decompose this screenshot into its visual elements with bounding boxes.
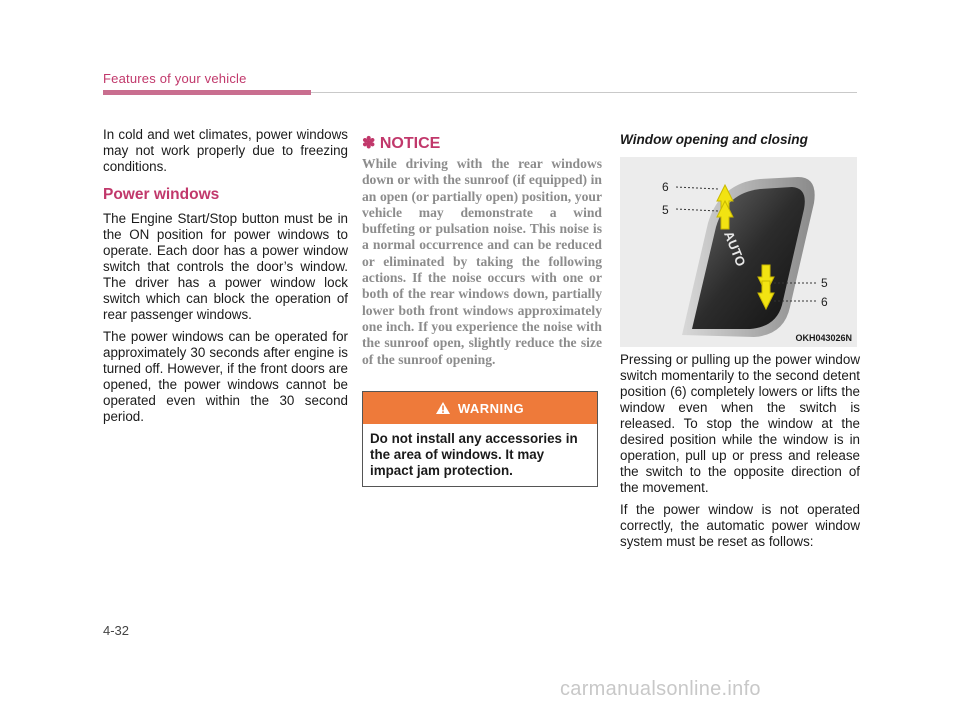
figure-code: OKH043026N [795,333,852,343]
notice-body: While driving with the rear windows down or with the sunroof (if equipped) in an open (or partially open) position, your vehicle may demonstrate a wind buffeting or pulsation noise. This noise is a normal occurrence and can be reduced or eliminated by taking the following actions. If the noise occurs with one or both of the rear windows down, partially lower both front windows approximately one inch. If you experience the noise with the sunroof open, slightly reduce the size of the sunroof opening. [362,156,602,367]
header-accent-bar [103,90,311,95]
paragraph-30-seconds: The power windows can be operated for approximately 30 seconds after engine is turned off. However, if the front doors are opened, the power windows cannot be operated even within the 30 second period. [103,329,348,424]
column-left [103,127,348,431]
header-rule [311,92,857,93]
paragraph-auto-operation: Pressing or pulling up the power window switch momentarily to the second detent position (6) completely lowers or lifts the window even when the switch is released. To stop the window at the desired position while the window is in operation, pull up or press and release the switch to the opposite direction of the movement. [620,352,860,495]
heading-window-opening: Window opening and closing [620,132,808,147]
label-down-first-detent: 5 [821,276,828,290]
warning-header [363,392,597,424]
notice-title: ✽ NOTICE [362,135,441,152]
paragraph-power-windows: The Engine Start/Stop button must be in the ON position for power windows to operate. Each door has a power window switch that controls the door’s window. The driver has a power window lock switch which can block the operation of rear passenger windows. [103,211,348,322]
window-switch-figure [620,157,857,347]
heading-power-windows: Power windows [103,186,220,203]
window-switch-illustration [620,157,857,347]
section-header: Features of your vehicle [103,71,247,86]
page-number: 4-32 [103,623,130,638]
label-up-second-detent: 6 [662,180,669,194]
warning-box [362,391,598,487]
right-text-block [620,352,860,556]
warning-label: WARNING [457,400,525,416]
watermark: carmanualsonline.info [560,678,761,700]
paragraph-reset-intro: If the power window is not operated correctly, the automatic power window system must be reset as follows: [620,502,860,549]
column-middle [362,129,602,368]
paragraph-cold-climates: In cold and wet climates, power windows may not work properly due to freezing conditions. [103,127,348,174]
switch-auto-label: AUTO [721,228,749,269]
label-up-first-detent: 5 [662,203,669,217]
label-down-second-detent: 6 [821,295,828,309]
warning-triangle-icon [436,402,450,414]
warning-text: Do not install any accessories in the area of windows. It may impact jam protection. [370,431,578,478]
